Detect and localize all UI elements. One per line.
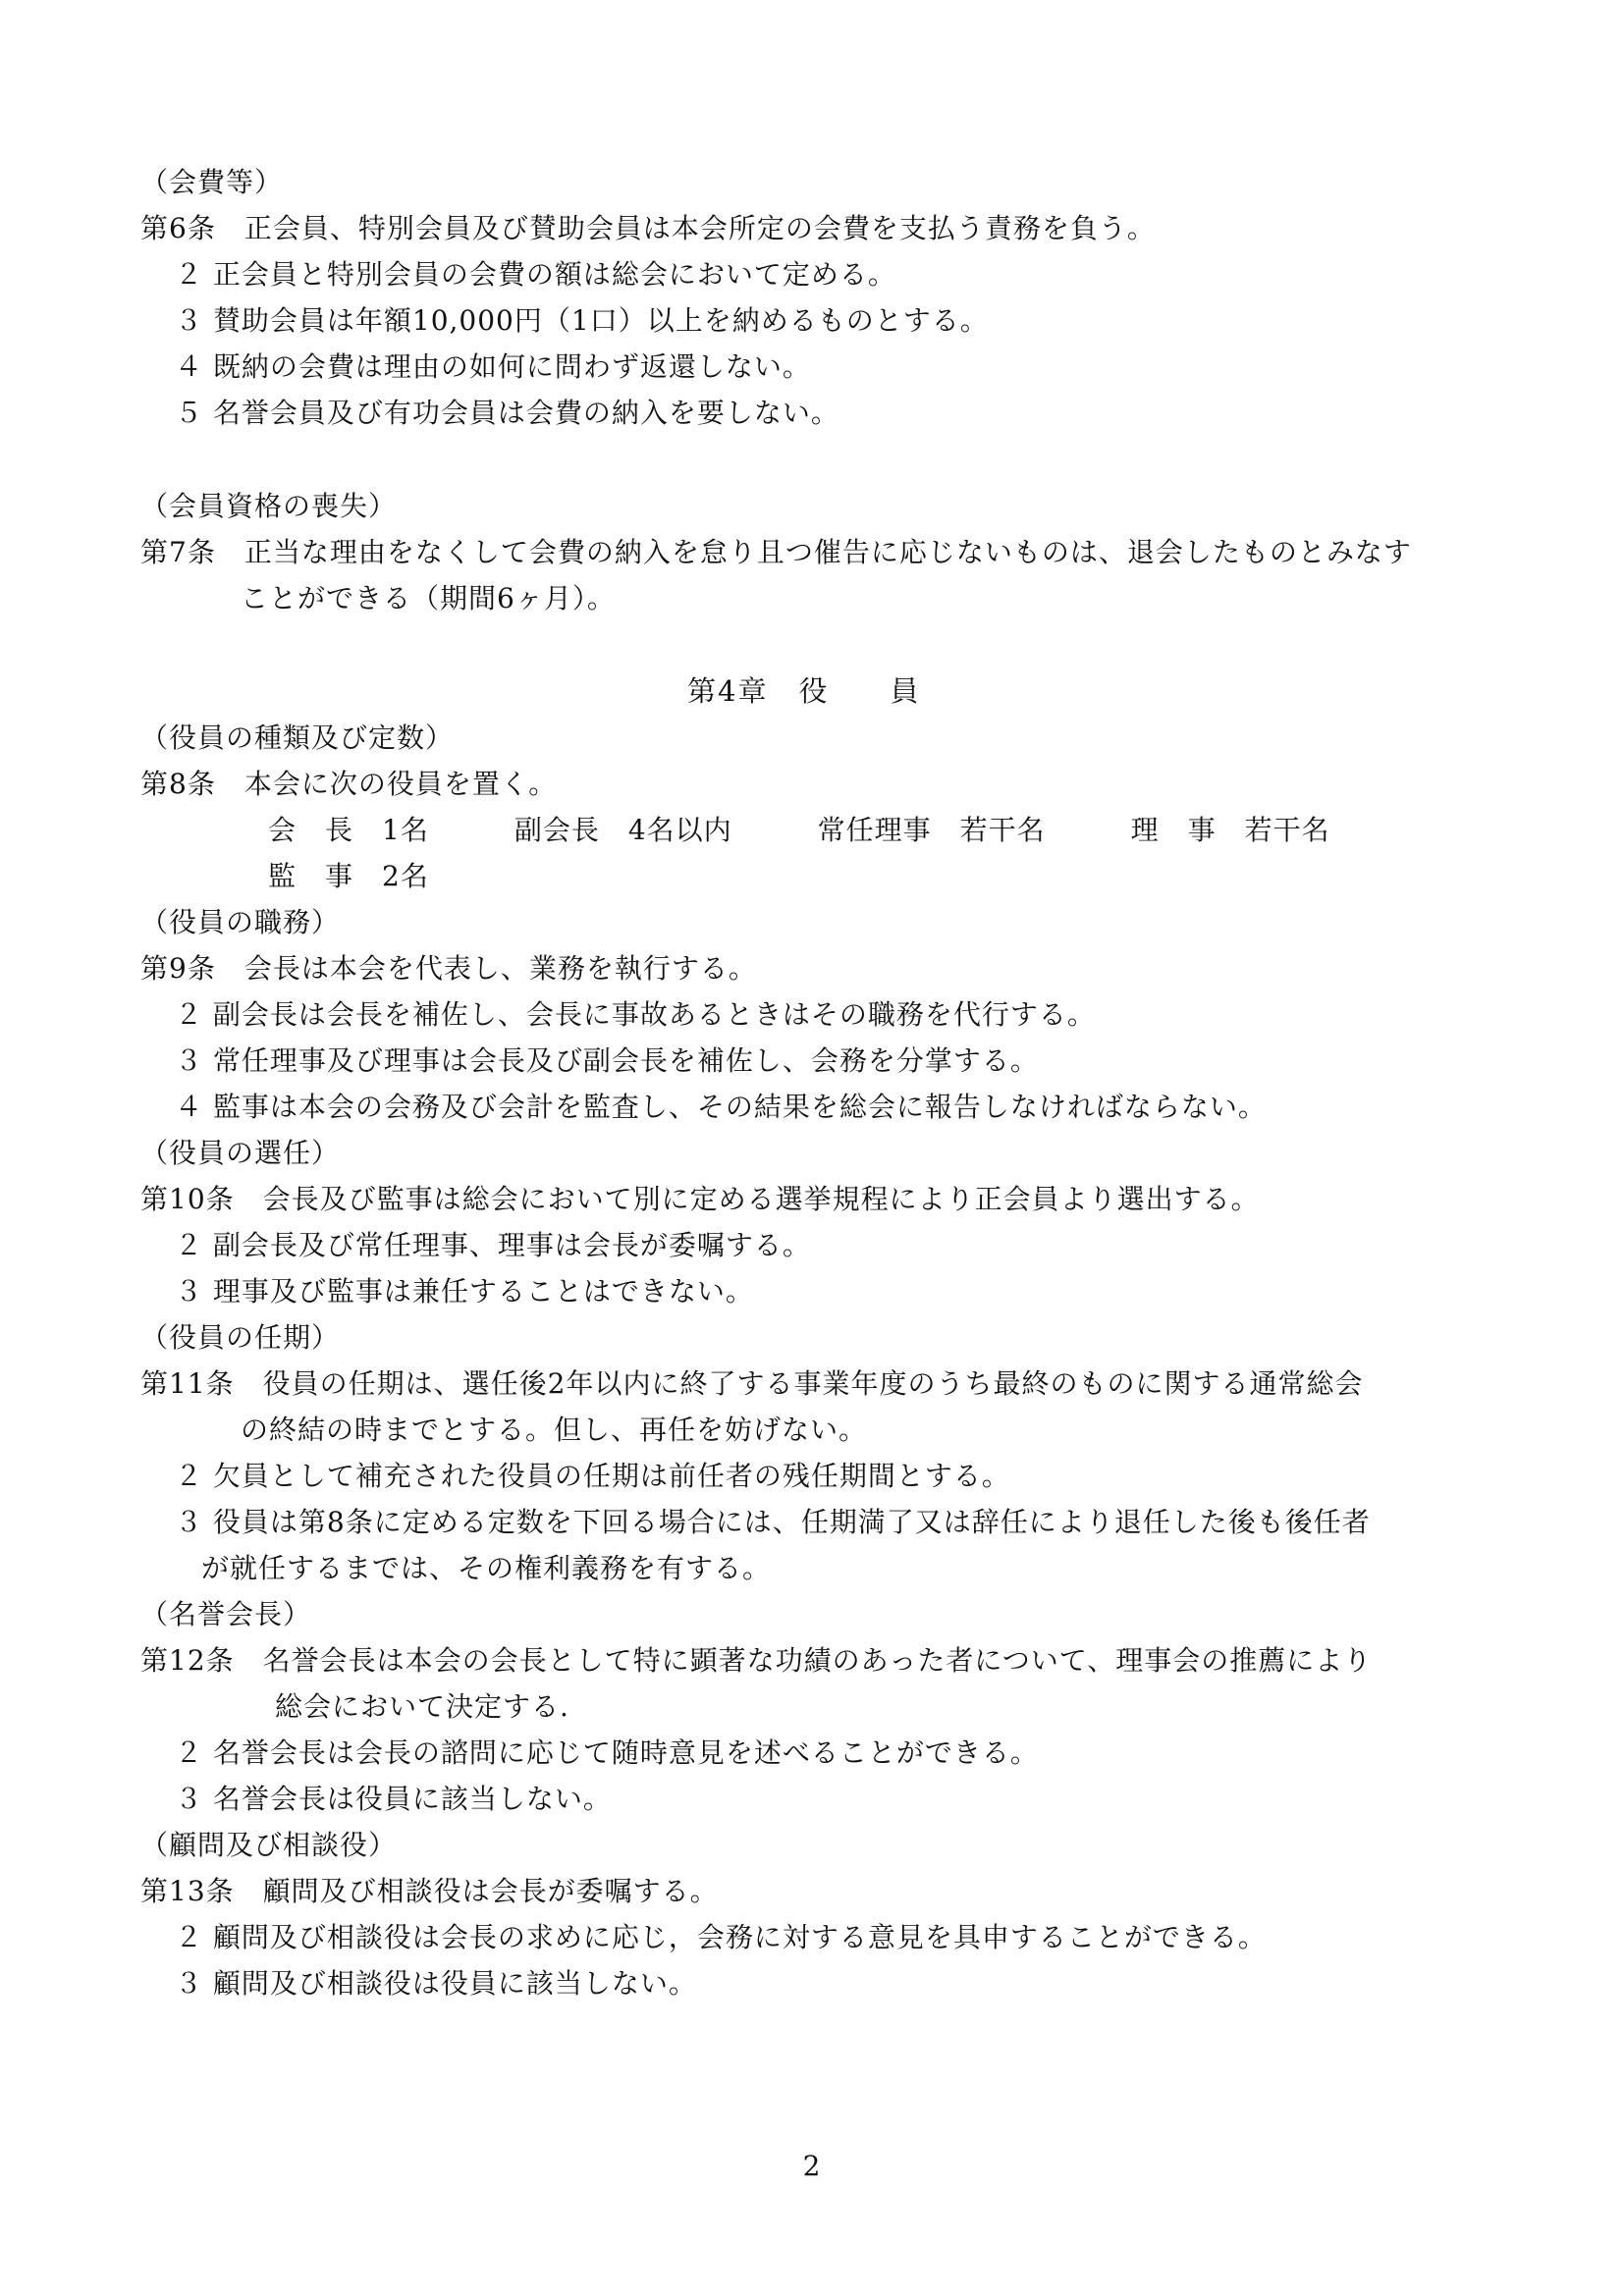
clause: ２ 副会長は会長を補佐し、会長に事故あるときはその職務を代行する。 [175, 998, 1096, 1031]
section-caption: （名誉会長） [140, 1598, 312, 1630]
clause: ２ 名誉会長は会長の諮問に応じて随時意見を述べることができる。 [175, 1736, 1039, 1769]
section-caption: （役員の選任） [140, 1137, 341, 1169]
section-caption: （役員の職務） [140, 906, 341, 938]
clause: ４ 監事は本会の会務及び会計を監査し、その結果を総会に報告しなければならない。 [175, 1091, 1267, 1123]
clause: ４ 既納の会費は理由の如何に問わず返還しない。 [175, 350, 811, 383]
article-10: 第10条 会長及び監事は総会において別に定める選挙規程により正会員より選出する。 [140, 1183, 1260, 1215]
section-caption: （役員の任期） [140, 1321, 341, 1354]
officer-list: 監 事 2名 [268, 860, 429, 892]
clause: ２ 欠員として補充された役員の任期は前任者の残任期間とする。 [175, 1460, 1010, 1492]
clause: ３ 賛助会員は年額10,000円（1口）以上を納めるものとする。 [175, 304, 989, 337]
chapter-heading: 第4章 役 員 [687, 674, 921, 708]
article-7: 第7条 正当な理由をなくして会費の納入を怠り且つ催告に応じないものは、退会したものとみなす [140, 536, 1412, 568]
article-11: 第11条 役員の任期は、選任後2年以内に終了する事業年度のうち最終のものに関する通常総会 [140, 1367, 1364, 1400]
article-6: 第6条 正会員、特別会員及び賛助会員は本会所定の会費を支払う責務を負う。 [140, 212, 1156, 244]
clause: ３ 名誉会長は役員に該当しない。 [175, 1783, 612, 1815]
page-number: 2 [802, 2150, 821, 2182]
clause: ３ 常任理事及び理事は会長及び副会長を補佐し、会務を分掌する。 [175, 1044, 1039, 1077]
article-11-cont: の終結の時までとする。但し、再任を妨げない。 [241, 1414, 868, 1446]
section-caption: （会費等） [140, 166, 284, 198]
section-caption: （役員の種類及び定数） [140, 721, 455, 754]
article-8: 第8条 本会に次の役員を置く。 [140, 768, 558, 800]
article-9: 第9条 会長は本会を代表し、業務を執行する。 [140, 952, 757, 985]
section-caption: （顧問及び相談役） [140, 1829, 398, 1861]
clause: ５ 名誉会員及び有功会員は会費の納入を要しない。 [175, 397, 839, 429]
clause: ２ 正会員と特別会員の会費の額は総会において定める。 [175, 258, 896, 291]
clause: ２ 顧問及び相談役は会長の求めに応じ，会務に対する意見を具申することができる。 [175, 1921, 1267, 1953]
clause: ３ 理事及び監事は兼任することはできない。 [175, 1275, 754, 1308]
article-13: 第13条 顧問及び相談役は会長が委嘱する。 [140, 1875, 719, 1907]
officer-list: 会 長 1名 副会長 4名以内 常任理事 若干名 理 事 若干名 [268, 814, 1330, 846]
clause: ３ 顧問及び相談役は役員に該当しない。 [175, 1967, 697, 2000]
article-12: 第12条 名誉会長は本会の会長として特に顕著な功績のあった者について、理事会の推薦により [140, 1644, 1373, 1677]
section-caption: （会員資格の喪失） [140, 490, 398, 522]
clause: ３ 役員は第8条に定める定数を下回る場合には、任期満了又は辞任により退任した後も後任者 [175, 1506, 1371, 1538]
article-7-cont: ことができる（期間6ヶ月）。 [241, 582, 616, 614]
clause-cont: が就任するまでは、その権利義務を有する。 [201, 1552, 772, 1584]
clause: ２ 副会長及び常任理事、理事は会長が委嘱する。 [175, 1229, 811, 1261]
article-12-cont: 総会において決定する. [275, 1690, 569, 1723]
